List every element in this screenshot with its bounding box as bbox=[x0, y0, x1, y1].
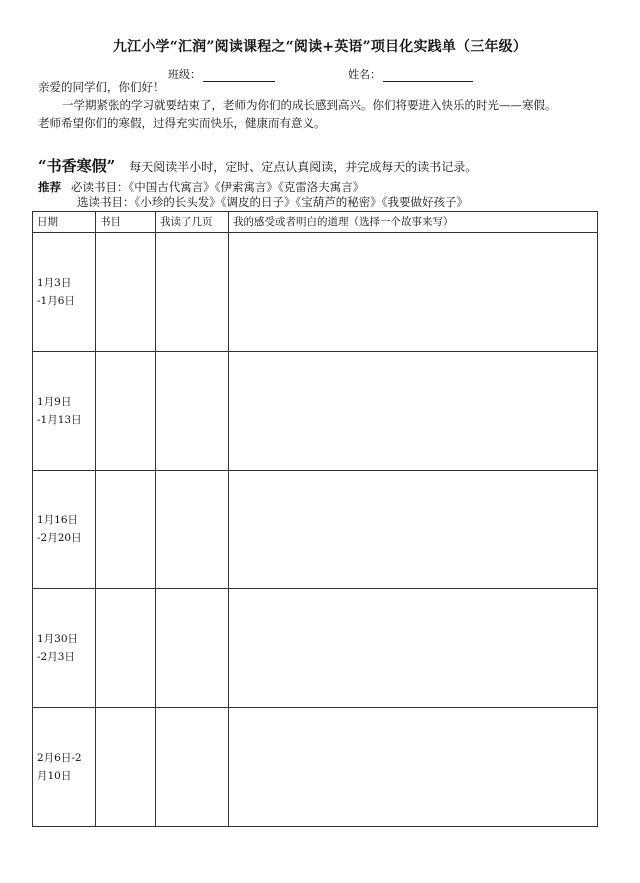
intro-paragraph-line-1: 一学期紧张的学习就要结束了，老师为你们的成长感到高兴。你们将要进入快乐的时光——寒假。 bbox=[62, 98, 557, 112]
greeting: 亲爱的同学们，你们好！ bbox=[38, 80, 165, 94]
header-reflection: 我的感受或者明白的道理（选择一个故事来写） bbox=[229, 212, 598, 233]
section-description: 每天阅读半小时，定时、定点认真阅读，并完成每天的读书记录。 bbox=[129, 160, 478, 174]
pages-cell[interactable] bbox=[156, 708, 229, 827]
reflection-cell[interactable] bbox=[229, 589, 598, 708]
table-row bbox=[33, 351, 598, 470]
date-cell: 1月3日 -1月6日 bbox=[33, 233, 96, 352]
date-cell: 1月16日 -2月20日 bbox=[33, 470, 96, 589]
class-blank[interactable] bbox=[203, 70, 275, 82]
date-cell: 1月9日 -1月13日 bbox=[33, 351, 96, 470]
reflection-cell[interactable] bbox=[229, 351, 598, 470]
header-date: 日期 bbox=[33, 212, 96, 233]
header-pages: 我读了几页 bbox=[156, 212, 229, 233]
date-cell: 2月6日-2月10日 bbox=[33, 708, 96, 827]
name-label: 姓名： bbox=[348, 68, 381, 81]
intro-paragraph-line-2: 老师希望你们的寒假，过得充实而快乐，健康而有意义。 bbox=[38, 116, 326, 130]
reflection-cell[interactable] bbox=[229, 708, 598, 827]
required-books: 必读书目：《中国古代寓言》《伊索寓言》《克雷洛夫寓言》 bbox=[71, 180, 365, 194]
table-row bbox=[33, 589, 598, 708]
pages-cell[interactable] bbox=[156, 470, 229, 589]
pages-cell[interactable] bbox=[156, 351, 229, 470]
book-cell[interactable] bbox=[96, 708, 156, 827]
recommend-required-row bbox=[38, 179, 364, 195]
class-field bbox=[168, 66, 275, 82]
book-cell[interactable] bbox=[96, 233, 156, 352]
reflection-cell[interactable] bbox=[229, 233, 598, 352]
table-row bbox=[33, 470, 598, 589]
section-heading: “书香寒假” bbox=[38, 157, 116, 175]
table-row bbox=[33, 708, 598, 827]
page-title: 九江小学“汇润”阅读课程之“阅读+英语”项目化实践单（三年级） bbox=[112, 39, 528, 55]
date-cell: 1月30日 -2月3日 bbox=[33, 589, 96, 708]
reflection-cell[interactable] bbox=[229, 470, 598, 589]
table-header-row bbox=[33, 212, 598, 233]
header-book: 书目 bbox=[96, 212, 156, 233]
class-label: 班级： bbox=[168, 68, 201, 81]
pages-cell[interactable] bbox=[156, 589, 229, 708]
table-row bbox=[33, 233, 598, 352]
book-cell[interactable] bbox=[96, 470, 156, 589]
recommend-label: 推荐 bbox=[38, 180, 61, 194]
section-header bbox=[38, 155, 477, 176]
reading-log-table bbox=[32, 211, 598, 827]
book-cell[interactable] bbox=[96, 351, 156, 470]
name-blank[interactable] bbox=[383, 70, 473, 82]
pages-cell[interactable] bbox=[156, 233, 229, 352]
optional-books: 选读书目：《小珍的长头发》《调皮的日子》《宝葫芦的秘密》《我要做好孩子》 bbox=[77, 195, 468, 209]
book-cell[interactable] bbox=[96, 589, 156, 708]
name-field bbox=[348, 66, 473, 82]
